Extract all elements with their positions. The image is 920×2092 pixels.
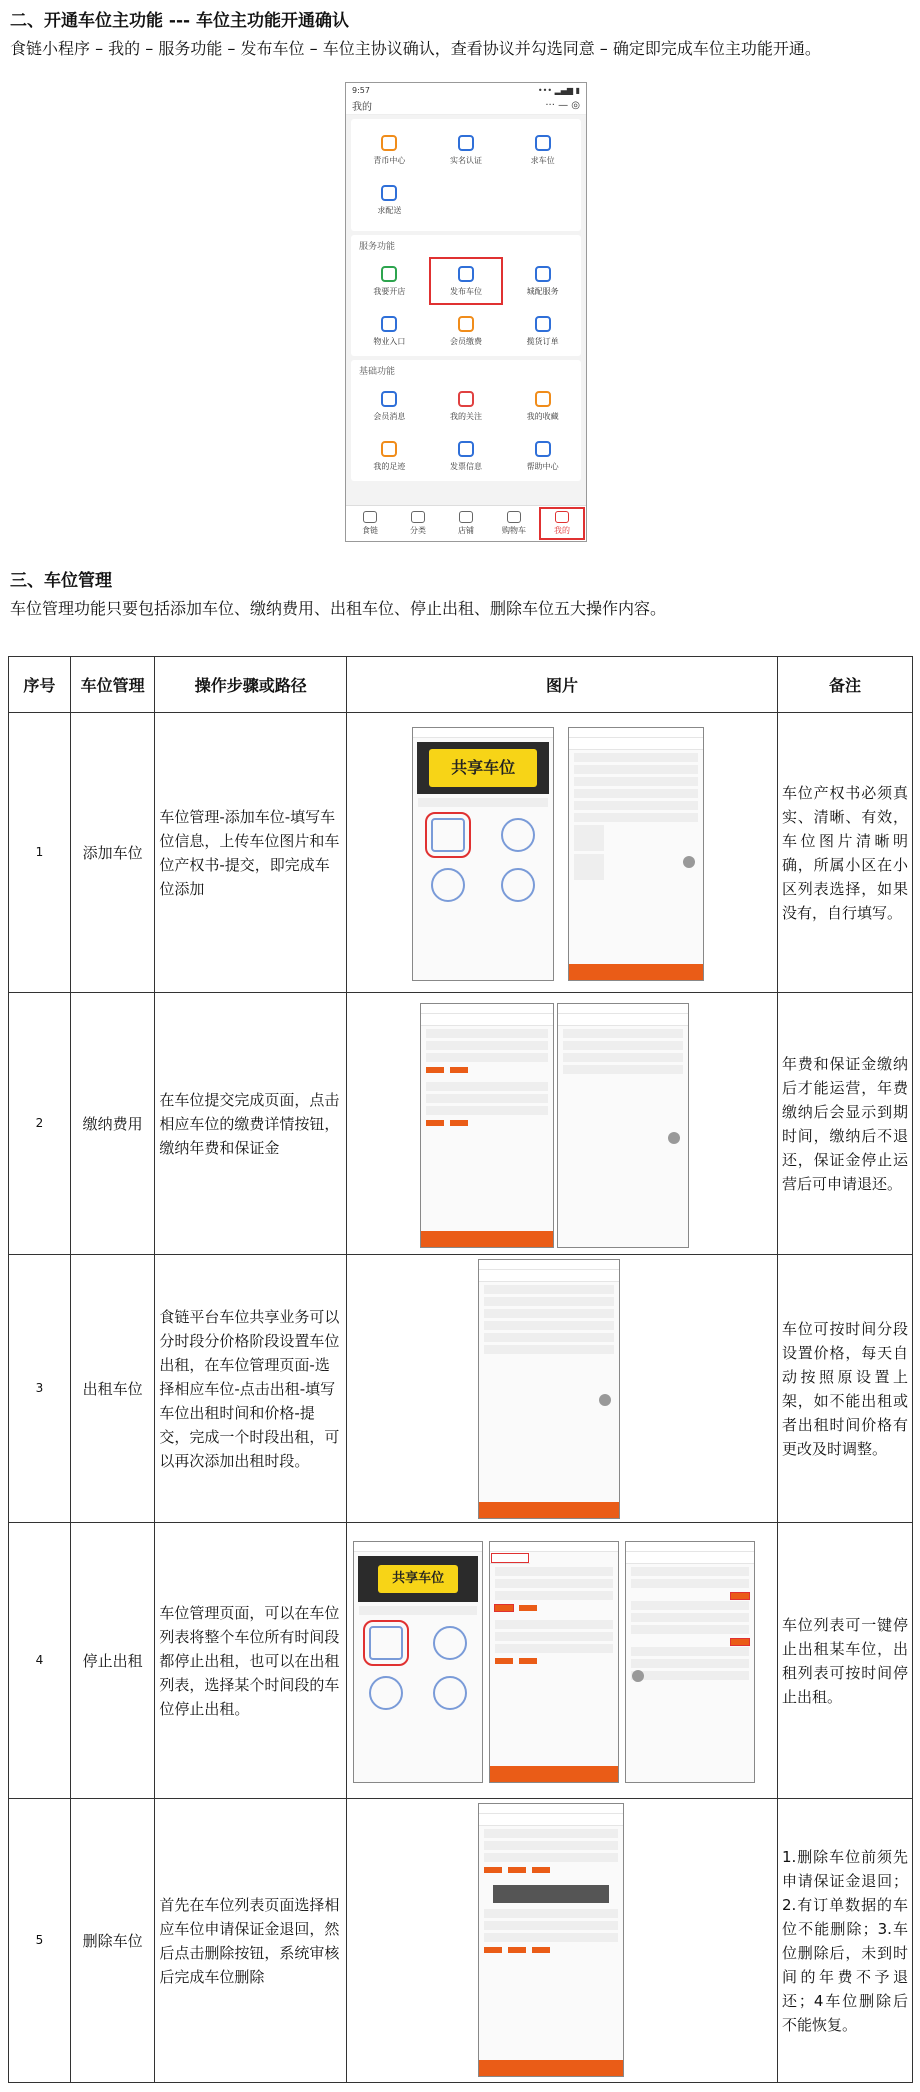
service-card bbox=[351, 235, 581, 356]
menu-item[interactable]: 城配服务 bbox=[504, 256, 581, 306]
mini-screenshot bbox=[478, 1259, 620, 1519]
row-image bbox=[347, 1523, 778, 1799]
building-icon bbox=[535, 266, 551, 282]
star-icon bbox=[535, 391, 551, 407]
section3-desc: 车位管理功能只要包括添加车位、缴纳费用、出租车位、停止出租、删除车位五大操作内容。 bbox=[10, 599, 667, 618]
grid-icon bbox=[411, 511, 425, 523]
menu-item[interactable]: 会员消息 bbox=[351, 381, 428, 431]
basic-title: 基础功能 bbox=[359, 367, 396, 377]
menu-item[interactable]: 我的足迹 bbox=[351, 431, 428, 481]
top-card bbox=[351, 119, 581, 231]
section3-title: 三、车位管理 bbox=[10, 571, 112, 591]
table-row: 3 出租车位 食链平台车位共享业务可以分时段分价格阶段设置车位出租，在车位管理页面-选择相应车位-点击出租-填写车位出租时间和价格-提交，完成一个时段出租，可以再次添加出租时段。 车位可按时间分段设置价格，每天自动按照原设置上架，如不能出租或者出租时间价格有更改及时调整。 bbox=[9, 1255, 913, 1523]
property-icon bbox=[381, 316, 397, 332]
row-image bbox=[347, 713, 778, 993]
home-icon bbox=[363, 511, 377, 523]
menu-item[interactable]: 求车位 bbox=[504, 125, 581, 175]
phone-screenshot bbox=[345, 82, 587, 542]
mini-screenshot bbox=[625, 1541, 755, 1783]
table-row: 4 停止出租 车位管理页面，可以在车位列表将整个车位所有时间段都停止出租，也可以在出租列表，选择某个时间段的车位停止出租。 共享车位 车位列表可一键停止出租某车位，出租列表可按时间停止出租。 bbox=[9, 1523, 913, 1799]
menu-item[interactable]: 青币中心 bbox=[351, 125, 428, 175]
menu-item[interactable]: 求配送 bbox=[351, 175, 428, 225]
status-time: 9:57 bbox=[352, 85, 370, 95]
order-icon bbox=[535, 316, 551, 332]
mini-screenshot bbox=[489, 1541, 619, 1783]
footprint-icon bbox=[381, 441, 397, 457]
tab-home[interactable]: 食链 bbox=[346, 506, 394, 541]
header-name: 车位管理 bbox=[70, 657, 155, 713]
parking-icon bbox=[535, 135, 551, 151]
mini-screenshot: 共享车位 bbox=[353, 1541, 483, 1783]
cart-icon bbox=[507, 511, 521, 523]
row-image bbox=[347, 1255, 778, 1523]
tab-shop[interactable]: 店铺 bbox=[442, 506, 490, 541]
menu-item[interactable]: 我的收藏 bbox=[504, 381, 581, 431]
menu-item[interactable]: 实名认证 bbox=[428, 125, 505, 175]
store-icon bbox=[459, 511, 473, 523]
user-icon bbox=[458, 135, 474, 151]
menu-item[interactable]: 我要开店 bbox=[351, 256, 428, 306]
mini-screenshot bbox=[568, 727, 704, 981]
page-title: 我的 bbox=[352, 102, 372, 113]
help-icon bbox=[535, 441, 551, 457]
publish-parking-item[interactable]: 发布车位 bbox=[428, 256, 505, 306]
mini-screenshot bbox=[420, 1003, 554, 1248]
mini-screenshot bbox=[412, 727, 554, 981]
more-icon[interactable]: ··· — ◎ bbox=[545, 100, 580, 111]
mini-screenshot bbox=[478, 1803, 624, 2077]
message-icon bbox=[381, 391, 397, 407]
mini-screenshot bbox=[557, 1003, 689, 1248]
menu-item[interactable]: 会员缴费 bbox=[428, 306, 505, 356]
tab-cart[interactable]: 购物车 bbox=[490, 506, 538, 541]
header-steps: 操作步骤或路径 bbox=[155, 657, 347, 713]
section2-desc: 食链小程序 – 我的 – 服务功能 – 发布车位 – 车位主协议确认，查看协议并勾选同意 – 确定即完成车位主功能开通。 bbox=[10, 39, 821, 58]
row-image bbox=[347, 1799, 778, 2083]
table-header bbox=[9, 657, 913, 713]
heart-icon bbox=[458, 391, 474, 407]
tab-mine[interactable]: 我的 bbox=[538, 506, 586, 541]
tab-bar bbox=[346, 505, 586, 541]
signal-icon: ••• ▂▄▆ ▮ bbox=[537, 85, 580, 95]
menu-item[interactable]: 物业入口 bbox=[351, 306, 428, 356]
table-row: 2 缴纳费用 在车位提交完成页面，点击相应车位的缴费详情按钮，缴纳年费和保证金 年费和保证金缴纳后才能运营，年费缴纳后会显示到期时间，缴纳后不退还，保证金停止运营后可申请退还。 bbox=[9, 993, 913, 1255]
basic-card bbox=[351, 360, 581, 481]
parking-management-table bbox=[8, 656, 913, 2083]
member-fee-icon bbox=[458, 316, 474, 332]
shop-icon bbox=[381, 266, 397, 282]
tab-category[interactable]: 分类 bbox=[394, 506, 442, 541]
table-row: 5 删除车位 首先在车位列表页面选择相应车位申请保证金退回，然后点击删除按钮，系统审核后完成车位删除 1.删除车位前须先申请保证金退回；2.有订单数据的车位不能删除；3.车位删除后，未到时间的年费不予退还；4车位删除后不能恢复。 bbox=[9, 1799, 913, 2083]
header-image: 图片 bbox=[347, 657, 778, 713]
header-note: 备注 bbox=[777, 657, 912, 713]
table-row: 1 添加车位 车位管理-添加车位-填写车位信息，上传车位图片和车位产权书-提交，即完成车位添加 共享车位 车位产权书必须真实、清晰、有效，车位图片清晰明确，所属小区在小区列表选择，如果没有，自行填写。 bbox=[9, 713, 913, 993]
section2-title: 二、开通车位主功能 --- 车位主功能开通确认 bbox=[10, 11, 350, 31]
menu-item[interactable]: 揽货订单 bbox=[504, 306, 581, 356]
menu-item[interactable]: 发票信息 bbox=[428, 431, 505, 481]
row-image bbox=[347, 993, 778, 1255]
coin-icon bbox=[381, 135, 397, 151]
invoice-icon bbox=[458, 441, 474, 457]
menu-item[interactable]: 我的关注 bbox=[428, 381, 505, 431]
delivery-icon bbox=[381, 185, 397, 201]
parking-icon bbox=[458, 266, 474, 282]
service-title: 服务功能 bbox=[359, 242, 396, 252]
person-icon bbox=[555, 511, 569, 523]
header-num: 序号 bbox=[9, 657, 71, 713]
menu-item[interactable]: 帮助中心 bbox=[504, 431, 581, 481]
banner-text: 共享车位 bbox=[429, 749, 537, 787]
